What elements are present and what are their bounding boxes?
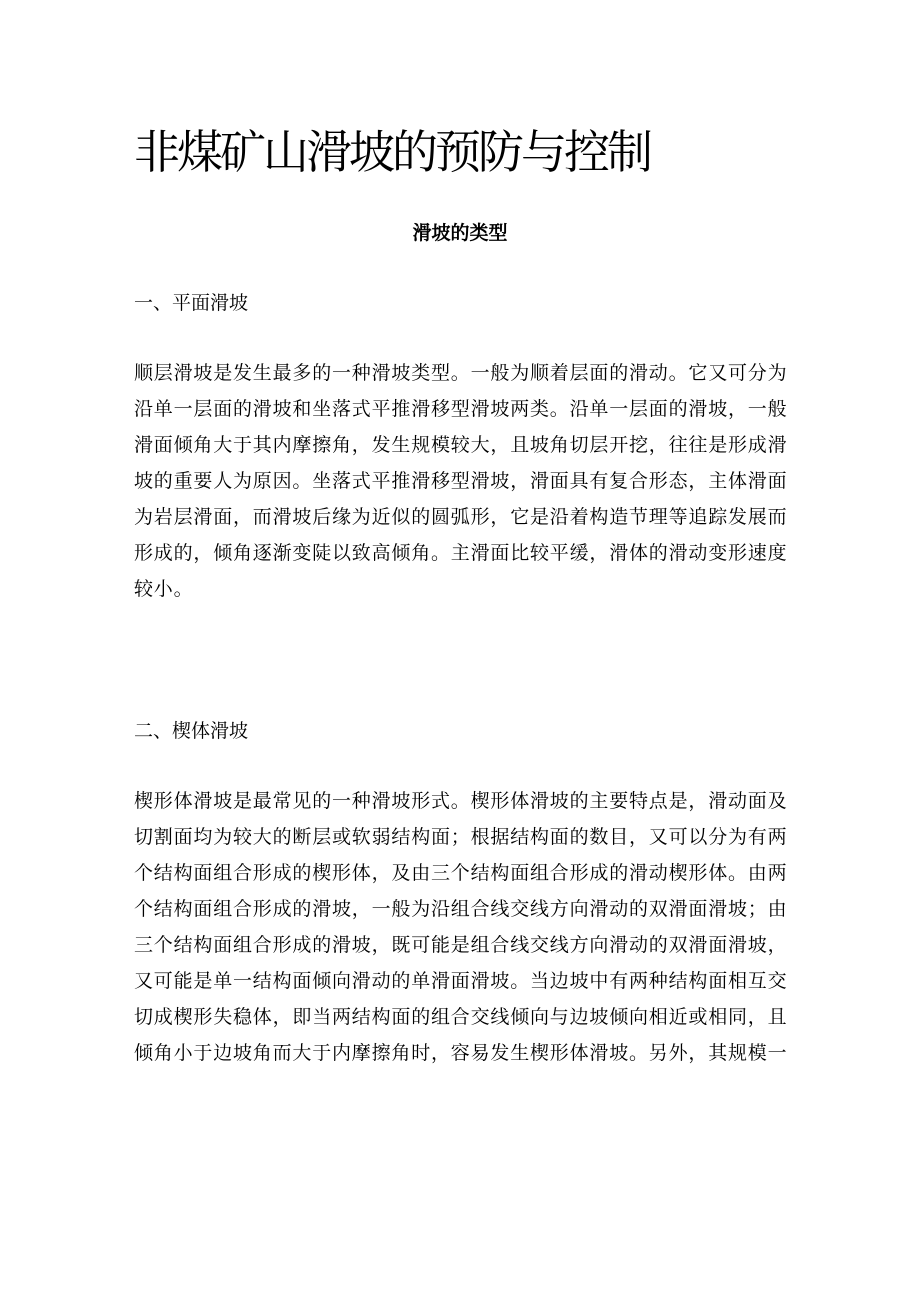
paragraph-planar-slide (134, 355, 804, 607)
paragraph-line: 沿单一层面的滑坡和坐落式平推滑移型滑坡两类。沿单一层面的滑坡，一般 (134, 398, 788, 420)
section-title: 滑坡的类型 (412, 222, 508, 244)
paragraph-line: 切割面均为较大的断层或软弱结构面；根据结构面的数目，又可以分为有两 (134, 826, 788, 848)
paragraph-wedge-slide (134, 783, 804, 1071)
paragraph-line: 楔形体滑坡是最常见的一种滑坡形式。楔形体滑坡的主要特点是，滑动面及 (134, 790, 788, 812)
paragraph-line: 又可能是单一结构面倾向滑动的单滑面滑坡。当边坡中有两种结构面相互交 (134, 970, 788, 992)
paragraph-line: 形成的，倾角逐渐变陡以致高倾角。主滑面比较平缓，滑体的滑动变形速度 (134, 542, 788, 564)
paragraph-line: 滑面倾角大于其内摩擦角，发生规模较大，且坡角切层开挖，往往是形成滑 (134, 434, 788, 456)
paragraph-line: 个结构面组合形成的楔形体，及由三个结构面组合形成的滑动楔形体。由两 (134, 862, 788, 884)
subsection-heading-planar-slide: 一、平面滑坡 (134, 292, 249, 314)
paragraph-line: 个结构面组合形成的滑坡，一般为沿组合线交线方向滑动的双滑面滑坡；由 (134, 898, 788, 920)
paragraph-line: 坡的重要人为原因。坐落式平推滑移型滑坡，滑面具有复合形态，主体滑面 (134, 470, 788, 492)
paragraph-line: 顺层滑坡是发生最多的一种滑坡类型。一般为顺着层面的滑动。它又可分为 (134, 362, 788, 384)
paragraph-line: 切成楔形失稳体，即当两结构面的组合交线倾向与边坡倾向相近或相同，且 (134, 1006, 788, 1028)
subsection-heading-wedge-slide: 二、楔体滑坡 (134, 720, 249, 742)
paragraph-line: 三个结构面组合形成的滑坡，既可能是组合线交线方向滑动的双滑面滑坡， (134, 934, 788, 956)
document-title: 非煤矿山滑坡的预防与控制 (134, 125, 650, 179)
paragraph-line: 为岩层滑面，而滑坡后缘为近似的圆弧形，它是沿着构造节理等追踪发展而 (134, 506, 788, 528)
paragraph-line: 较小。 (134, 578, 194, 600)
paragraph-line: 倾角小于边坡角而大于内摩擦角时，容易发生楔形体滑坡。另外，其规模一 (134, 1042, 788, 1064)
